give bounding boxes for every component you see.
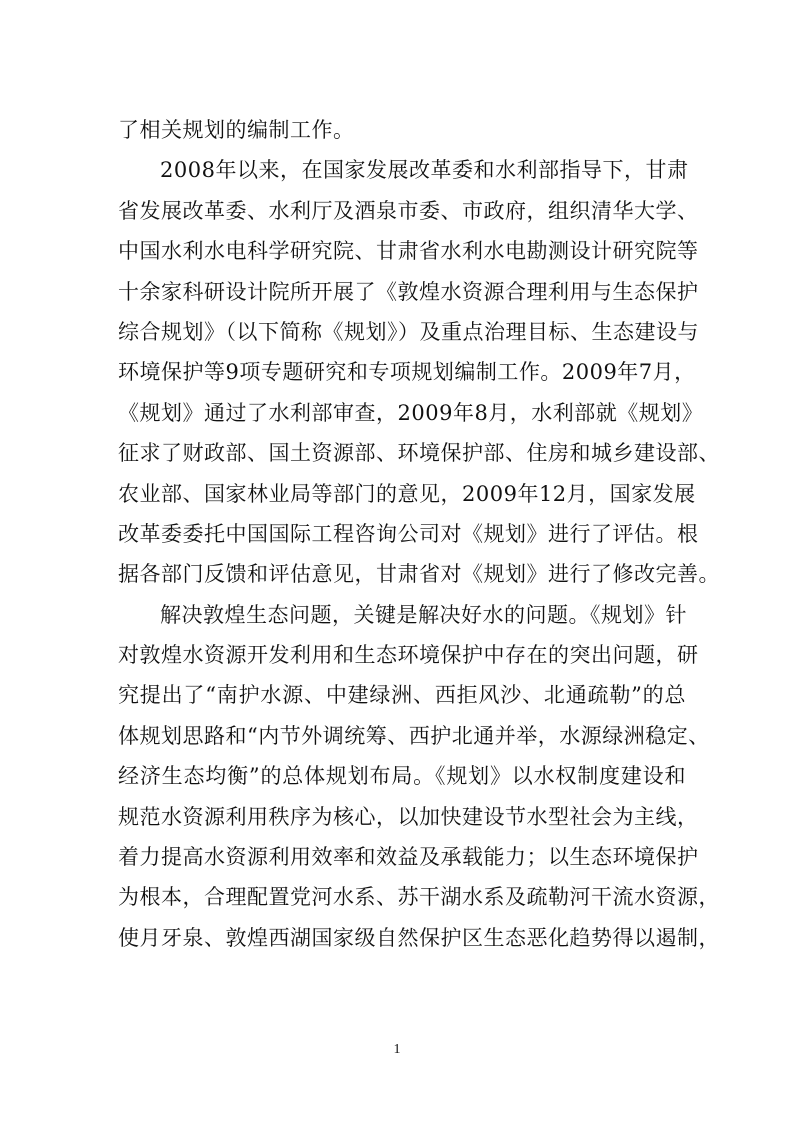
text-line: 2008年以来，在国家发展改革委和水利部指导下，甘肃 [160,158,689,183]
text-line: 经济生态均衡”的总体规划布局。《规划》以水权制度建设和 [118,764,686,789]
text-line: 规范水资源利用秩序为核心，以加快建设节水型社会为主线， [118,804,699,829]
text-line: 究提出了“南护水源、中建绿洲、西拒风沙、北通疏勒”的总 [118,683,686,708]
text-line: 着力提高水资源利用效率和效益及承载能力；以生态环境保护 [118,845,699,870]
text-line: 据各部门反馈和评估意见，甘肃省对《规划》进行了修改完善。 [118,562,720,587]
text-line: 体规划思路和“内节外调统筹、西护北通并举，水源绿洲稳定、 [118,723,710,748]
text-line: 综合规划》（以下简称《规划》）及重点治理目标、生态建设与 [118,319,699,344]
text-line: 使月牙泉、敦煌西湖国家级自然保护区生态恶化趋势得以遏制， [118,925,720,950]
text-line: 改革委委托中国国际工程咨询公司对《规划》进行了评估。根 [118,521,699,546]
text-line: 十余家科研设计院所开展了《敦煌水资源合理利用与生态保护 [118,279,699,304]
text-line: 《规划》通过了水利部审查，2009年8月，水利部就《规划》 [118,400,704,425]
text-line: 对敦煌水资源开发利用和生态环境保护中存在的突出问题，研 [118,643,699,668]
body-text [118,110,720,958]
text-line: 省发展改革委、水利厅及酒泉市委、市政府，组织清华大学、 [118,198,699,223]
text-line: 解决敦煌生态问题，关键是解决好水的问题。《规划》针 [160,602,687,627]
text-line: 农业部、国家林业局等部门的意见，2009年12月，国家发展 [118,481,696,506]
text-line: 征求了财政部、国土资源部、环境保护部、住房和城乡建设部、 [118,441,720,466]
text-line: 环境保护等9项专题研究和专项规划编制工作。2009年7月， [118,360,696,385]
text-line: 为根本，合理配置党河水系、苏干湖水系及疏勒河干流水资源， [118,885,720,910]
text-line: 中国水利水电科学研究院、甘肃省水利水电勘测设计研究院等 [118,239,699,264]
page-number: 1 [393,1042,401,1057]
text-line: 了相关规划的编制工作。 [118,118,355,142]
